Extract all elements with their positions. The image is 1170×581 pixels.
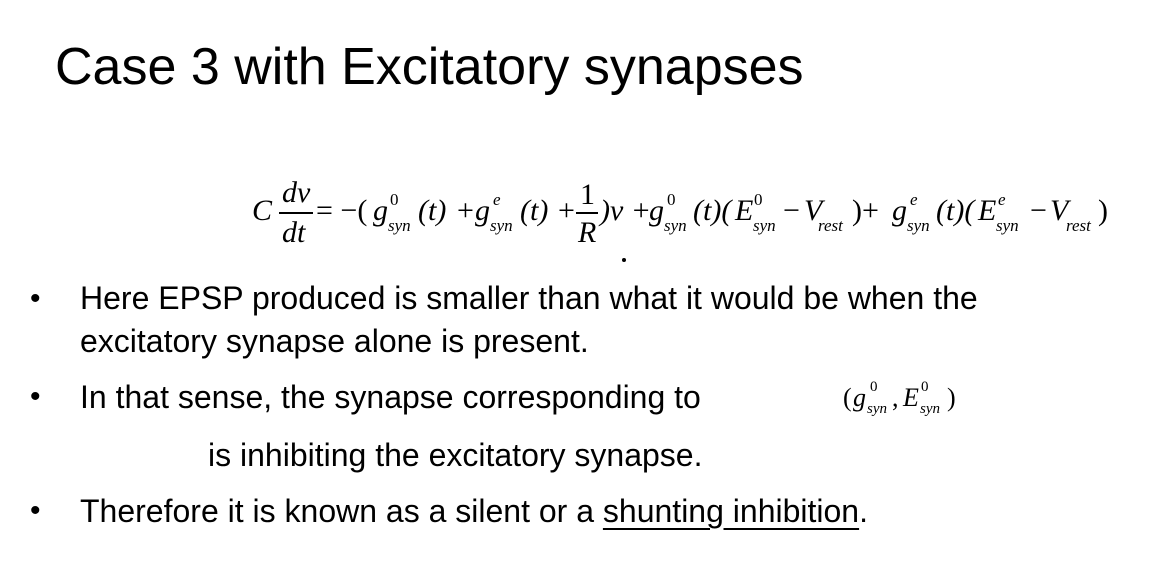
eq-E1-sup: 0 — [754, 190, 763, 209]
eq-V1-sub: rest — [818, 216, 843, 235]
pair-close: ) — [947, 383, 956, 412]
pair-open: ( — [843, 383, 852, 412]
pair-g: g — [853, 383, 866, 412]
eq-minus2: − — [1030, 194, 1047, 227]
bullet-2-line-2: is inhibiting the excitatory synapse. — [208, 437, 703, 473]
slide-title: Case 3 with Excitatory synapses — [55, 38, 804, 96]
eq-g2-sub: syn — [490, 216, 513, 235]
eq-E1: E — [735, 194, 754, 227]
eq-g4: g — [892, 194, 907, 227]
stray-dot — [622, 258, 626, 262]
eq-g3: g — [649, 194, 664, 227]
eq-t1: (t) — [418, 194, 447, 227]
bullet-marker: • — [30, 494, 41, 527]
bullet-3-suffix: . — [859, 493, 868, 529]
bullet-1-line-2: excitatory synapse alone is present. — [80, 323, 589, 359]
eq-t3: (t)( — [693, 194, 732, 227]
eq-g3-sup: 0 — [667, 190, 676, 209]
eq-close-plus: )+ — [852, 194, 879, 227]
eq-plus1: + — [457, 194, 474, 227]
eq-dv: dv — [282, 176, 311, 209]
eq-close-v: )v + — [600, 194, 652, 227]
eq-fraction-bar-2 — [576, 212, 598, 214]
synapse-pair-expression — [843, 379, 993, 429]
eq-R: R — [578, 216, 597, 249]
eq-E2: E — [978, 194, 997, 227]
eq-g4-sup: e — [910, 190, 918, 209]
eq-minus1: − — [783, 194, 800, 227]
eq-t4: (t)( — [936, 194, 975, 227]
membrane-equation — [252, 170, 1132, 265]
bullet-3-prefix: Therefore it is known as a silent or a — [80, 493, 603, 529]
bullet-2-line-1: In that sense, the synapse corresponding to — [80, 379, 701, 415]
eq-t2: (t) — [520, 194, 549, 227]
eq-g4-sub: syn — [907, 216, 930, 235]
eq-g2: g — [475, 194, 490, 227]
shunting-inhibition-term: shunting inhibition — [602, 493, 860, 529]
pair-E-sup: 0 — [921, 379, 929, 395]
pair-E-sub: syn — [920, 401, 940, 417]
eq-V2: V — [1050, 194, 1069, 227]
eq-V1: V — [804, 194, 823, 227]
eq-g3-sub: syn — [664, 216, 687, 235]
eq-close: ) — [1098, 194, 1108, 227]
eq-capacitance: C — [252, 194, 273, 227]
eq-E2-sup: e — [998, 190, 1006, 209]
bullet-marker: • — [30, 282, 41, 315]
eq-one: 1 — [580, 178, 595, 211]
eq-E1-sub: syn — [753, 216, 776, 235]
eq-E2-sub: syn — [996, 216, 1019, 235]
eq-equals-open: = −( — [316, 194, 368, 227]
pair-g-sup: 0 — [870, 379, 878, 395]
bullet-3 — [80, 490, 868, 532]
eq-dt: dt — [282, 216, 306, 249]
pair-E: E — [903, 383, 919, 412]
bullet-marker: • — [30, 380, 41, 413]
pair-g-sub: syn — [867, 401, 887, 417]
eq-fraction-bar — [279, 212, 313, 214]
eq-g2-sup: e — [493, 190, 501, 209]
bullet-1-line-1: Here EPSP produced is smaller than what it would be when the — [80, 280, 978, 316]
eq-g1-sub: syn — [388, 216, 411, 235]
eq-g1-sup: 0 — [390, 190, 399, 209]
eq-g1: g — [373, 194, 388, 227]
pair-comma: , — [892, 383, 899, 412]
eq-plus2: + — [558, 194, 575, 227]
eq-V2-sub: rest — [1066, 216, 1091, 235]
